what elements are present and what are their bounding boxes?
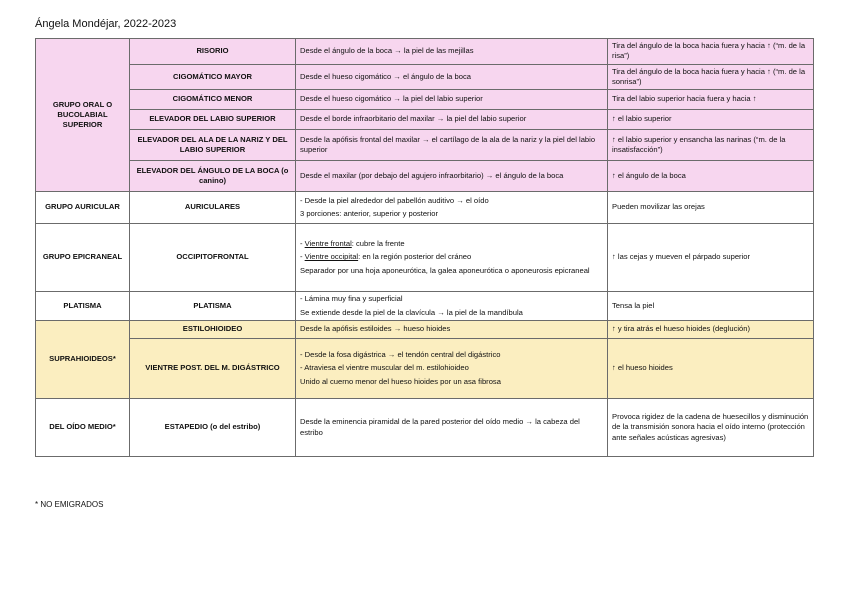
- muscle-action: Tensa la piel: [608, 292, 814, 321]
- muscle-origin: [296, 192, 608, 224]
- muscle-origin: Desde el maxilar (por debajo del agujero infraorbitario) → el ángulo de la boca: [296, 161, 608, 192]
- muscle-action: ↑ el labio superior y ensancha las narinas (“m. de la insatisfacción”): [608, 130, 814, 161]
- group-cell-oido-medio: DEL OÍDO MEDIO*: [36, 399, 130, 457]
- table-row: [36, 192, 814, 224]
- occipital-belly-label: Vientre occipital: [304, 252, 359, 262]
- muscle-action: ↑ el labio superior: [608, 110, 814, 130]
- muscles-table: [35, 38, 814, 457]
- table-row: [36, 39, 814, 65]
- muscle-origin: Desde el hueso cigomático → el ángulo de la boca: [296, 64, 608, 90]
- muscle-name: RISORIO: [130, 39, 296, 65]
- muscle-name: PLATISMA: [130, 292, 296, 321]
- group-cell-oral: GRUPO ORAL O BUCOLABIAL SUPERIOR: [36, 39, 130, 192]
- occipital-belly-text: : en la región posterior del cráneo: [358, 252, 472, 262]
- table-row: [36, 161, 814, 192]
- group-cell-epicraneal: GRUPO EPICRANEAL: [36, 224, 130, 292]
- frontal-belly-label: Vientre frontal: [304, 239, 352, 249]
- muscle-origin: [296, 339, 608, 399]
- group-cell-auricular: GRUPO AURICULAR: [36, 192, 130, 224]
- muscle-origin: Desde el ángulo de la boca → la piel de las mejillas: [296, 39, 608, 65]
- footnote: * NO EMIGRADOS: [35, 500, 104, 509]
- group-cell-suprahioideos: SUPRAHIOIDEOS*: [36, 321, 130, 399]
- muscle-action: ↑ las cejas y mueven el párpado superior: [608, 224, 814, 292]
- muscle-name: VIENTRE POST. DEL M. DIGÁSTRICO: [130, 339, 296, 399]
- origin-line: - Desde la piel alrededor del pabellón auditivo → el oído: [300, 195, 489, 205]
- muscle-action: ↑ el ángulo de la boca: [608, 161, 814, 192]
- muscle-action: ↑ el hueso hioides: [608, 339, 814, 399]
- muscle-name: ESTILOHIOIDEO: [130, 321, 296, 339]
- muscle-action: Tira del ángulo de la boca hacia fuera y hacia ↑ (“m. de la sonrisa”): [608, 64, 814, 90]
- muscle-action: Provoca rigidez de la cadena de huesecillos y disminución de la transmisión sonora hacia el oído interno (protección ante señales acústicas agresivas): [608, 399, 814, 457]
- muscle-name: AURICULARES: [130, 192, 296, 224]
- origin-line: 3 porciones: anterior, superior y posterior: [300, 209, 439, 218]
- table-row: [36, 130, 814, 161]
- muscle-action: ↑ y tira atrás el hueso hioides (deglución): [608, 321, 814, 339]
- muscle-name: ESTAPEDIO (o del estribo): [130, 399, 296, 457]
- muscle-action: Pueden movilizar las orejas: [608, 192, 814, 224]
- muscle-origin: Desde la eminencia piramidal de la pared posterior del oído medio → la cabeza del estribo: [296, 399, 608, 457]
- table-row: [36, 339, 814, 399]
- muscle-action: Tira del ángulo de la boca hacia fuera y hacia ↑ (“m. de la risa”): [608, 39, 814, 65]
- muscle-origin: Desde la apófisis estiloides → hueso hioides: [296, 321, 608, 339]
- muscle-origin: Desde la apófisis frontal del maxilar → el cartílago de la ala de la nariz y la piel del labio superior: [296, 130, 608, 161]
- table-row: [36, 64, 814, 90]
- origin-line: Se extiende desde la piel de la clavícula → la piel de la mandíbula: [300, 307, 523, 317]
- table-row: [36, 292, 814, 321]
- muscle-origin: Desde el hueso cigomático → la piel del labio superior: [296, 90, 608, 110]
- muscle-name: ELEVADOR DEL LABIO SUPERIOR: [130, 110, 296, 130]
- origin-line: Unido al cuerno menor del hueso hioides por un asa fibrosa: [300, 376, 501, 386]
- muscle-name: ELEVADOR DEL ÁNGULO DE LA BOCA (o canino): [130, 161, 296, 192]
- origin-line-frontal: - Vientre frontal: cubre la frente: [300, 239, 405, 249]
- muscle-origin: Desde el borde infraorbitario del maxilar → la piel del labio superior: [296, 110, 608, 130]
- group-cell-platisma: PLATISMA: [36, 292, 130, 321]
- frontal-belly-text: : cubre la frente: [351, 239, 405, 249]
- muscle-name: CIGOMÁTICO MENOR: [130, 90, 296, 110]
- table-row: [36, 90, 814, 110]
- muscle-origin: [296, 224, 608, 292]
- table-row: [36, 399, 814, 457]
- origin-line: - Lámina muy fina y superficial: [300, 294, 403, 304]
- table-row: [36, 321, 814, 339]
- origin-line-occipital: - Vientre occipital: en la región posterior del cráneo: [300, 252, 472, 262]
- origin-line: - Atraviesa el vientre muscular del m. estilohioideo: [300, 363, 469, 373]
- muscle-action: Tira del labio superior hacia fuera y hacia ↑: [608, 90, 814, 110]
- muscle-origin: [296, 292, 608, 321]
- author-header: Ángela Mondéjar, 2022-2023: [35, 18, 177, 30]
- table-row: [36, 224, 814, 292]
- muscle-name: ELEVADOR DEL ALA DE LA NARIZ Y DEL LABIO SUPERIOR: [130, 130, 296, 161]
- table-row: [36, 110, 814, 130]
- origin-line: Separador por una hoja aponeurótica, la galea aponeurótica o aponeurosis epicraneal: [300, 265, 590, 275]
- muscle-name: CIGOMÁTICO MAYOR: [130, 64, 296, 90]
- muscle-name: OCCIPITOFRONTAL: [130, 224, 296, 292]
- origin-line: - Desde la fosa digástrica → el tendón central del digástrico: [300, 350, 501, 360]
